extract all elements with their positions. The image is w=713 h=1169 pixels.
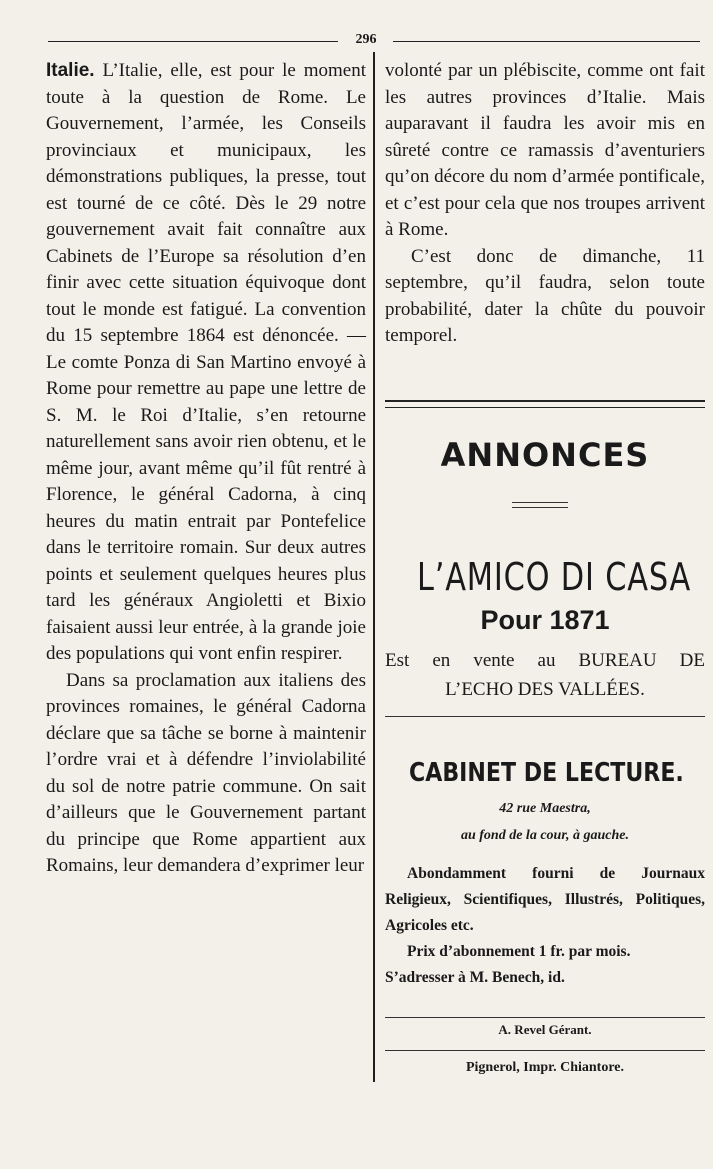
annonces-heading: ANNONCES xyxy=(440,436,650,474)
right-column xyxy=(385,58,705,350)
ad-divider-1 xyxy=(385,716,705,717)
footer-printer: Pignerol, Impr. Chiantore. xyxy=(465,1060,625,1075)
header-rule-left xyxy=(48,41,338,42)
ad-amico-title: L’AMICO DI CASA xyxy=(417,555,692,599)
ad-cabinet-body-3: S’adresser à M. Benech, id. xyxy=(385,969,565,986)
ad-cabinet-address-2: au fond de la cour, à gauche. xyxy=(460,828,629,843)
article-paragraph-1 xyxy=(46,58,366,668)
short-divider xyxy=(512,502,568,508)
ad-amico-line2: L’ECHO DES VALLÉES. xyxy=(445,679,645,700)
article-lead-word: Italie. xyxy=(46,60,95,81)
ad-cabinet-body xyxy=(385,861,705,991)
article-paragraph-4: C’est donc de dimanche, 11 septembre, qu’il faudra, selon toute probabilité, dater la chûte du pouvoir temporel. xyxy=(385,245,705,346)
column-divider xyxy=(373,52,375,1082)
ad-amico-subtitle: Pour 1871 xyxy=(480,605,610,635)
ad-cabinet-title: CABINET DE LECTURE. xyxy=(409,758,684,788)
footer-divider-2 xyxy=(385,1050,705,1051)
footer-divider-1 xyxy=(385,1017,705,1018)
ad-amico-line1: Est en vente au BUREAU DE xyxy=(385,650,705,671)
page-header xyxy=(48,32,700,48)
ad-cabinet-body-1: Abondamment fourni de Journaux Religieux, Scientifiques, Illustrés, Politiques, Agricoles etc. xyxy=(385,865,705,934)
page-number: 296 xyxy=(355,32,377,47)
header-rule-right xyxy=(393,41,700,42)
section-double-rule xyxy=(385,400,705,408)
article-paragraph-2: Dans sa proclamation aux italiens des provinces romaines, le général Cadorna déclare que sa tâche se borne à maintenir l’ordre vrai et à défendre l’inviolabilité du sol de notre patrie commune. On sait d’ailleurs que le Gouvernement partant du principe que Rome appartient aux Romains, leur demandera d’exprimer leur xyxy=(46,669,366,876)
footer-gerant: A. Revel Gérant. xyxy=(498,1022,592,1037)
article-paragraph-3: volonté par un plébiscite, comme ont fait les autres provinces d’Italie. Mais auparavant il faudra les avoir mis en sûreté contre ce ramassis d’aventuriers qu’on décore du nom d’armée pontificale, et c’est pour cela que nos troupes arrivent à Rome. xyxy=(385,60,705,240)
ad-cabinet-address-1: 42 rue Maestra, xyxy=(499,801,591,816)
article-paragraph-1-text: L’Italie, elle, est pour le moment toute à la question de Rome. Le Gouvernement, l’armée, les Conseils provinciaux et municipaux, les démonstrations publiques, la presse, tout est tourné de ce côté. Dès le 29 notre gouvernement avait fait connaître aux Cabinets de l’Europe sa résolution d’en finir avec cette situation équivoque dont tout le monde est fatigué. La convention du 15 septembre 1864 est dénoncée. — Le comte Ponza di San Martino envoyé à Rome pour remettre au pape une lettre de S. M. le Roi d’Italie, s’en retourne naturellement sans avoir rien obtenu, et le même jour, avant même qu’il fût rentré à Florence, le général Cadorna, à cinq heures du matin entrait par Pontefelice dans le territoire romain. Sur deux autres points et seulement quelques heures plus tard les généraux Angioletti et Bixio faisaient aussi leur entrée, à la grande joie des populations qui vont enfin respirer. xyxy=(46,60,366,664)
left-column xyxy=(46,58,366,880)
ad-cabinet-body-2: Prix d’abonnement 1 fr. par mois. xyxy=(407,943,631,960)
